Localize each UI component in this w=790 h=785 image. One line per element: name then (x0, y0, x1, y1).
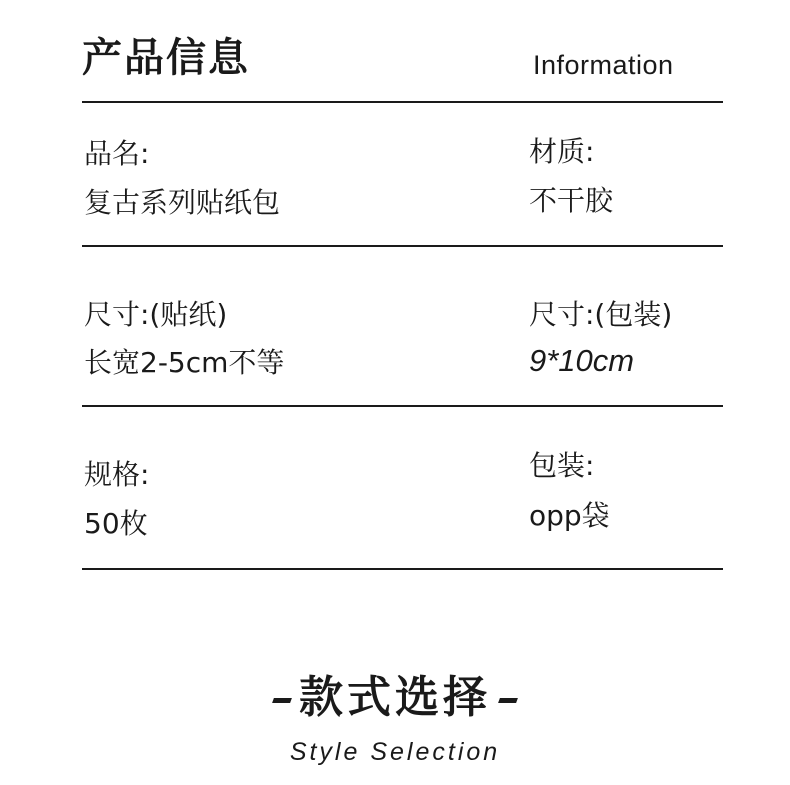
material-label: 材质: (529, 135, 595, 168)
package-size-label: 尺寸:(包装) (529, 298, 673, 331)
style-selection-subtitle: Style Selection (289, 738, 501, 766)
sticker-size-value: 长宽2-5cm不等 (84, 346, 285, 379)
packaging-value: opp袋 (529, 499, 610, 532)
left-dash (272, 698, 292, 703)
style-selection-title (0, 670, 790, 726)
header-divider (82, 101, 723, 103)
row-divider (82, 405, 723, 407)
product-name-label: 品名: (84, 137, 150, 170)
packaging-label: 包装: (529, 449, 595, 482)
spec-value: 50枚 (84, 507, 148, 540)
sticker-size-label: 尺寸:(贴纸) (84, 298, 228, 331)
material-value: 不干胶 (529, 184, 614, 217)
info-header-title: 产品信息 (82, 35, 250, 81)
row-divider (82, 245, 723, 247)
row-divider (82, 568, 723, 570)
info-header-subtitle: Information (533, 50, 674, 80)
product-name-value: 复古系列贴纸包 (84, 186, 281, 219)
style-selection-title-text: 款式选择 (299, 672, 491, 723)
package-size-value: 9*10cm (529, 343, 635, 378)
spec-label: 规格: (84, 458, 150, 491)
right-dash (498, 698, 518, 703)
